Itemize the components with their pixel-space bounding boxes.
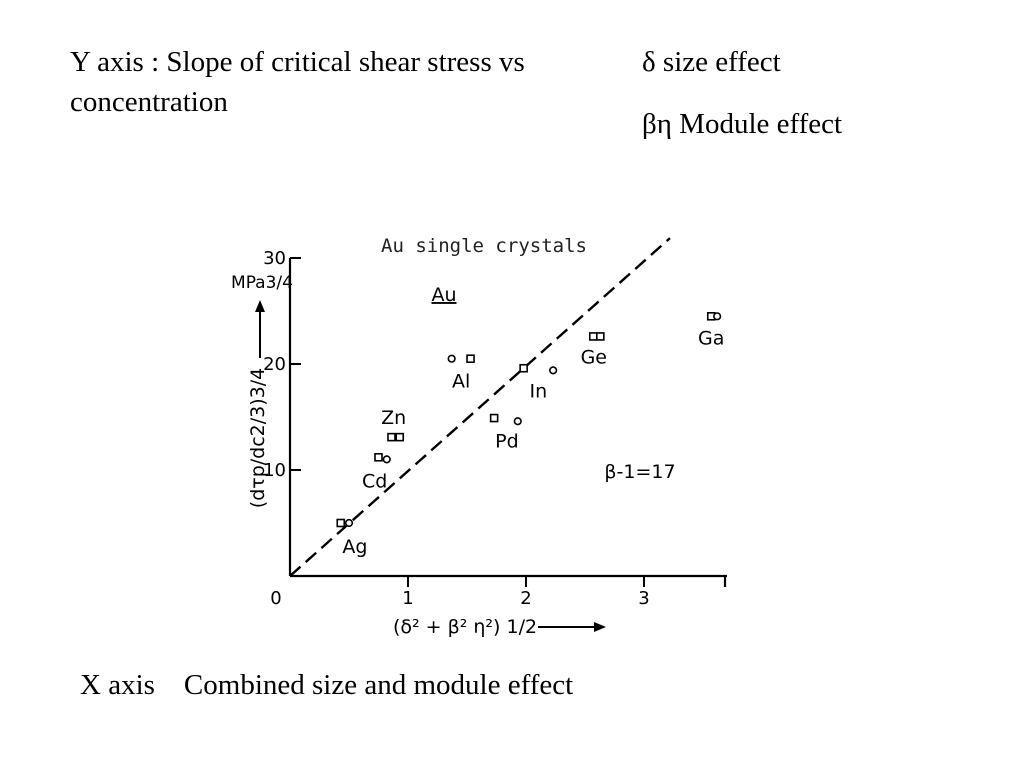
module-effect-note: βη Module effect bbox=[642, 108, 843, 140]
size-effect-note: δ size effect bbox=[642, 46, 781, 78]
data-point-zn bbox=[388, 434, 395, 441]
y-tick-label: 20 bbox=[263, 354, 286, 375]
data-point-ge bbox=[590, 333, 597, 340]
x-axis-arrow bbox=[538, 622, 606, 632]
data-point-in bbox=[520, 365, 527, 372]
x-axis-note-prefix: X axis bbox=[80, 669, 155, 701]
data-point-in bbox=[550, 367, 557, 374]
point-label-pd: Pd bbox=[495, 430, 519, 453]
data-point-ag bbox=[337, 520, 344, 527]
data-point-al bbox=[467, 355, 474, 362]
chart-title: Au single crystals bbox=[381, 235, 587, 257]
x-axis-note-text: Combined size and module effect bbox=[183, 669, 574, 701]
x-tick-label: 2 bbox=[520, 588, 532, 609]
x-tick-label: 0 bbox=[270, 588, 282, 609]
chart-subtitle: Au bbox=[431, 284, 457, 306]
data-point-pd bbox=[514, 418, 521, 425]
data-point-cd bbox=[375, 454, 382, 461]
data-point-ge bbox=[597, 333, 604, 340]
y-axis-title-group bbox=[247, 368, 269, 508]
x-tick-label: 1 bbox=[402, 588, 414, 609]
data-point-ga bbox=[714, 313, 721, 320]
point-label-in: In bbox=[529, 380, 548, 403]
beta-annotation: β-1=17 bbox=[604, 461, 676, 483]
y-tick-label: 30 bbox=[263, 248, 286, 269]
data-point-zn bbox=[396, 434, 403, 441]
data-point-al bbox=[448, 355, 455, 362]
point-label-zn: Zn bbox=[381, 407, 407, 430]
y-axis-note: Y axis : Slope of critical shear stress vs concentration bbox=[70, 46, 525, 118]
data-point-cd bbox=[383, 456, 390, 463]
y-axis-title: (dτp/dc2/3)3/4 bbox=[247, 367, 269, 509]
labels-layer bbox=[342, 327, 724, 558]
point-label-ag: Ag bbox=[342, 536, 368, 558]
x-axis-title: (δ² + β² η²) 1/2 bbox=[392, 616, 538, 638]
data-point-ag bbox=[346, 520, 353, 527]
y-tick-label: 10 bbox=[263, 460, 286, 481]
point-label-ga: Ga bbox=[698, 327, 725, 350]
point-label-al: Al bbox=[451, 370, 471, 393]
point-label-ge: Ge bbox=[580, 346, 608, 369]
data-point-pd bbox=[491, 415, 498, 422]
y-axis-arrow bbox=[255, 300, 265, 358]
point-label-cd: Cd bbox=[361, 470, 388, 493]
x-tick-label: 3 bbox=[638, 588, 650, 609]
y-axis-unit: MPa3/4 bbox=[231, 273, 293, 293]
